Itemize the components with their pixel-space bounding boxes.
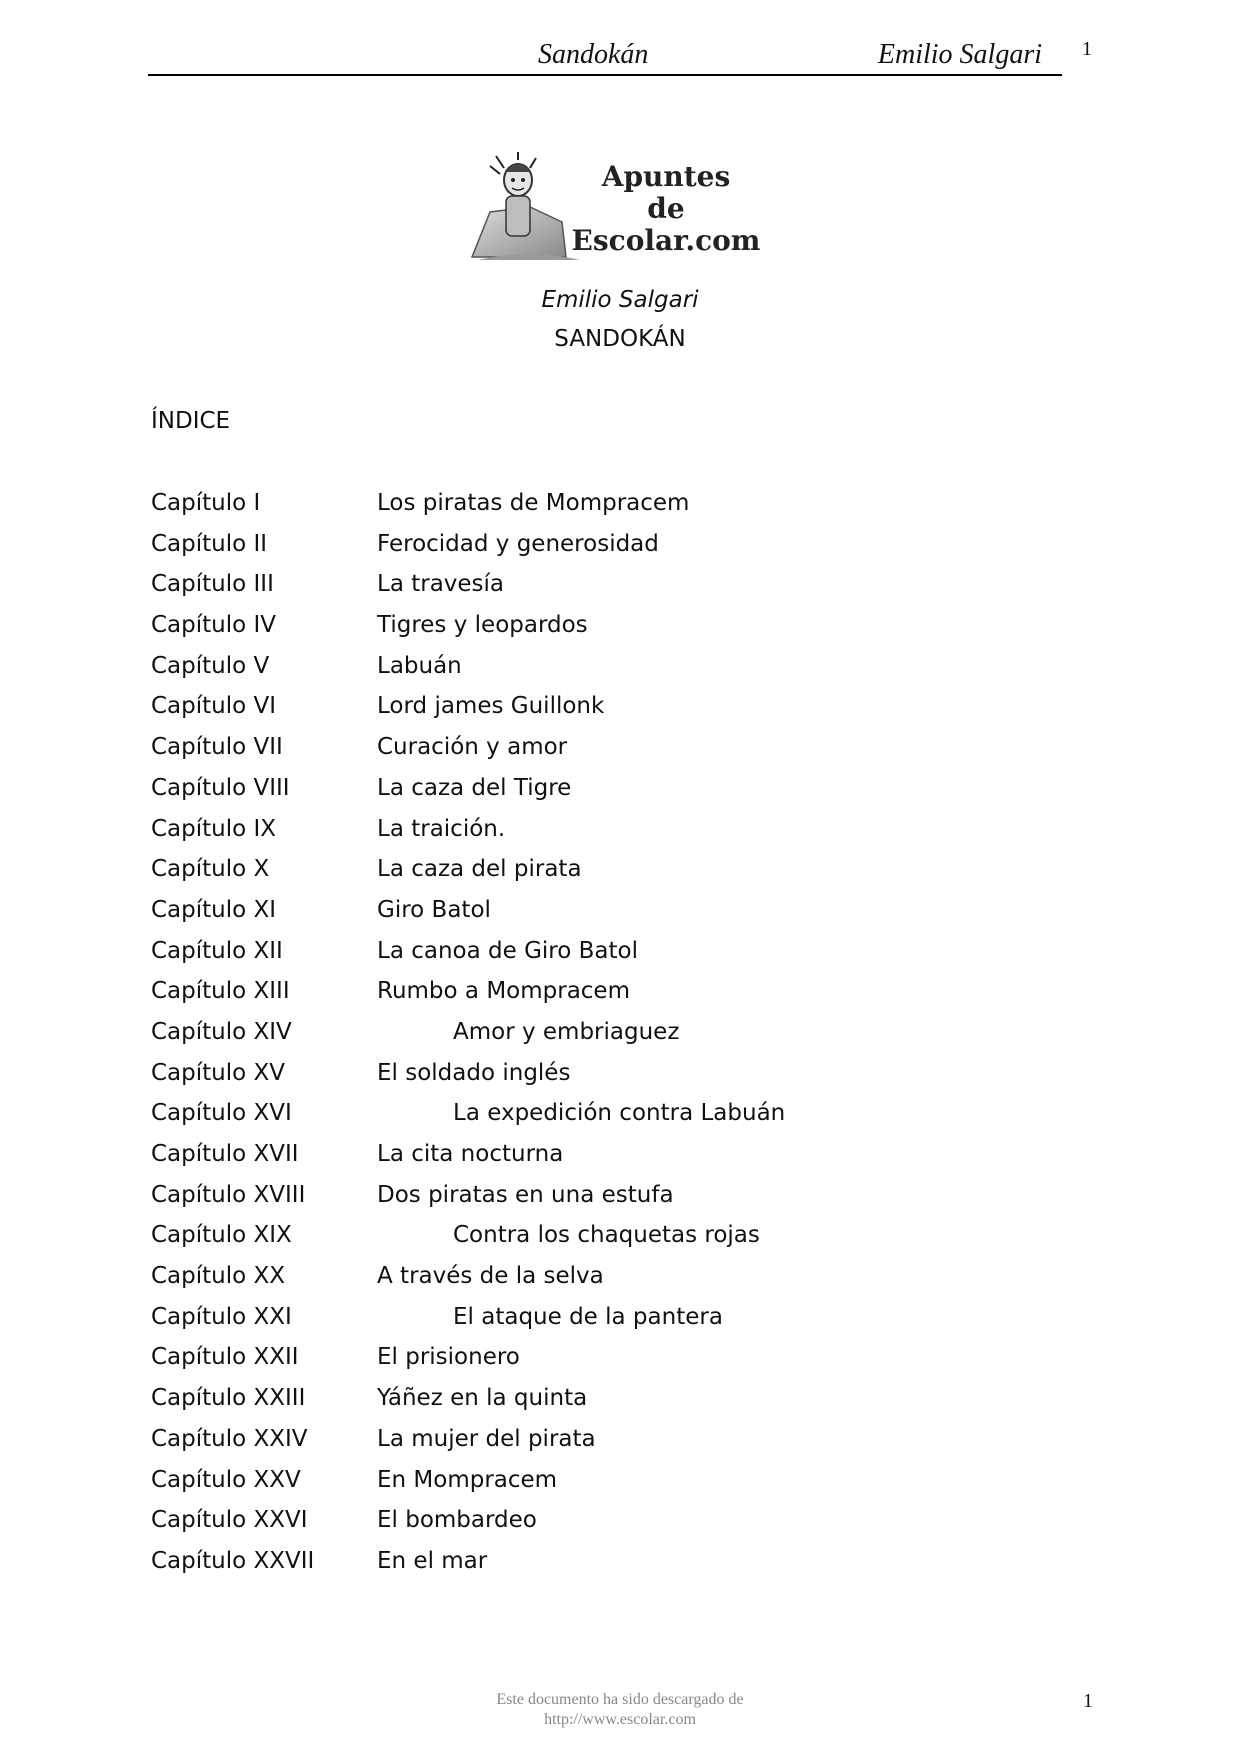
chapter-number: Capítulo XXVII — [151, 1547, 315, 1574]
toc-row — [151, 1220, 1051, 1261]
chapter-title: La mujer del pirata — [377, 1425, 596, 1452]
header-book-title: Sandokán — [538, 39, 649, 70]
chapter-number: Capítulo XVIII — [151, 1181, 306, 1208]
chapter-title: La travesía — [377, 571, 505, 598]
apuntes-de-escolar-logo — [470, 152, 784, 270]
footer-page-number: 1 — [1083, 1690, 1093, 1712]
chapter-title: Ferocidad y generosidad — [377, 530, 659, 557]
toc-row — [151, 691, 1051, 732]
chapter-number: Capítulo XVII — [151, 1141, 299, 1167]
chapter-number: Capítulo VIII — [151, 774, 290, 801]
chapter-title: Contra los chaquetas rojas — [453, 1222, 760, 1249]
chapter-title: Rumbo a Mompracem — [377, 978, 630, 1005]
chapter-number: Capítulo XVI — [151, 1100, 292, 1127]
footer-url: http://www.escolar.com — [544, 1711, 696, 1728]
toc-row — [151, 610, 1051, 651]
chapter-title: El soldado inglés — [377, 1059, 571, 1086]
toc-row — [151, 895, 1051, 936]
toc-row — [151, 976, 1051, 1017]
chapter-number: Capítulo XV — [151, 1059, 286, 1086]
toc-row — [151, 1465, 1051, 1506]
toc-row — [151, 529, 1051, 570]
index-heading: ÍNDICE — [151, 408, 231, 434]
chapter-number: Capítulo VII — [151, 734, 283, 761]
toc-row — [151, 936, 1051, 977]
chapter-title: El ataque de la pantera — [453, 1303, 723, 1330]
chapter-title: La caza del Tigre — [377, 774, 572, 801]
toc-row — [151, 1180, 1051, 1221]
chapter-number: Capítulo XX — [151, 1263, 286, 1290]
chapter-number: Capítulo VI — [151, 693, 277, 720]
logo-line-3: Escolar.com — [571, 224, 761, 257]
toc-row — [151, 1424, 1051, 1465]
chapter-number: Capítulo III — [151, 571, 274, 598]
chapter-title: Lord james Guillonk — [377, 693, 605, 720]
chapter-number: Capítulo XXI — [151, 1303, 292, 1330]
chapter-title: Labuán — [377, 652, 462, 679]
chapter-title: En Mompracem — [377, 1466, 558, 1493]
page-footer — [0, 1690, 1240, 1730]
toc-row — [151, 1058, 1051, 1099]
footer-download-note: Este documento ha sido descargado de — [496, 1691, 744, 1708]
chapter-number: Capítulo XI — [151, 896, 277, 923]
chapter-number: Capítulo XIX — [151, 1222, 292, 1249]
chapter-title: La traición. — [377, 815, 506, 842]
chapter-title: Yáñez en la quinta — [377, 1385, 588, 1412]
chapter-number: Capítulo I — [151, 490, 261, 516]
chapter-title: Dos piratas en una estufa — [377, 1181, 674, 1208]
chapter-number: Capítulo XIII — [151, 978, 290, 1005]
chapter-number: Capítulo XIV — [151, 1018, 292, 1045]
toc-row — [151, 569, 1051, 610]
toc-row — [151, 651, 1051, 692]
toc-row — [151, 814, 1051, 855]
toc-row — [151, 1098, 1051, 1139]
chapter-number: Capítulo V — [151, 652, 270, 679]
chapter-title: La expedición contra Labuán — [453, 1100, 786, 1127]
chapter-title: El prisionero — [377, 1344, 520, 1371]
chapter-title: Los piratas de Mompracem — [377, 490, 690, 516]
chapter-number: Capítulo XXVI — [151, 1507, 308, 1534]
cover-author: Emilio Salgari — [541, 287, 699, 313]
toc-row — [151, 1139, 1051, 1180]
header-author: Emilio Salgari — [877, 39, 1042, 70]
chapter-number: Capítulo XII — [151, 937, 283, 964]
chapter-title: A través de la selva — [377, 1263, 604, 1290]
logo-line-1: Apuntes — [601, 160, 731, 193]
chapter-title: La caza del pirata — [377, 856, 582, 883]
cover-title: SANDOKÁN — [554, 326, 686, 352]
chapter-number: Capítulo XXIII — [151, 1385, 306, 1412]
chapter-number: Capítulo XXIV — [151, 1425, 308, 1452]
toc-row — [151, 1261, 1051, 1302]
chapter-number: Capítulo II — [151, 530, 268, 557]
chapter-number: Capítulo XXV — [151, 1466, 301, 1493]
toc-row — [151, 1342, 1051, 1383]
chapter-title: Tigres y leopardos — [377, 612, 588, 639]
table-of-contents — [151, 488, 1051, 1587]
toc-row — [151, 1302, 1051, 1343]
chapter-title: Curación y amor — [377, 734, 568, 761]
chapter-number: Capítulo IX — [151, 815, 277, 842]
header-page-number: 1 — [1082, 38, 1092, 60]
toc-row — [151, 1546, 1051, 1587]
chapter-title: La cita nocturna — [377, 1141, 564, 1167]
chapter-number: Capítulo X — [151, 856, 270, 883]
toc-row — [151, 488, 1051, 529]
toc-row — [151, 1017, 1051, 1058]
toc-row — [151, 773, 1051, 814]
chapter-number: Capítulo XXII — [151, 1344, 299, 1371]
toc-row — [151, 1383, 1051, 1424]
chapter-number: Capítulo IV — [151, 612, 277, 639]
chapter-title: Amor y embriaguez — [453, 1018, 680, 1045]
chapter-title: Giro Batol — [377, 896, 491, 923]
toc-row — [151, 1505, 1051, 1546]
page-header — [148, 38, 1062, 76]
chapter-title: En el mar — [377, 1547, 488, 1574]
logo-line-2: de — [647, 192, 685, 225]
chapter-title: El bombardeo — [377, 1507, 537, 1534]
chapter-title: La canoa de Giro Batol — [377, 937, 638, 964]
toc-row — [151, 732, 1051, 773]
toc-row — [151, 854, 1051, 895]
